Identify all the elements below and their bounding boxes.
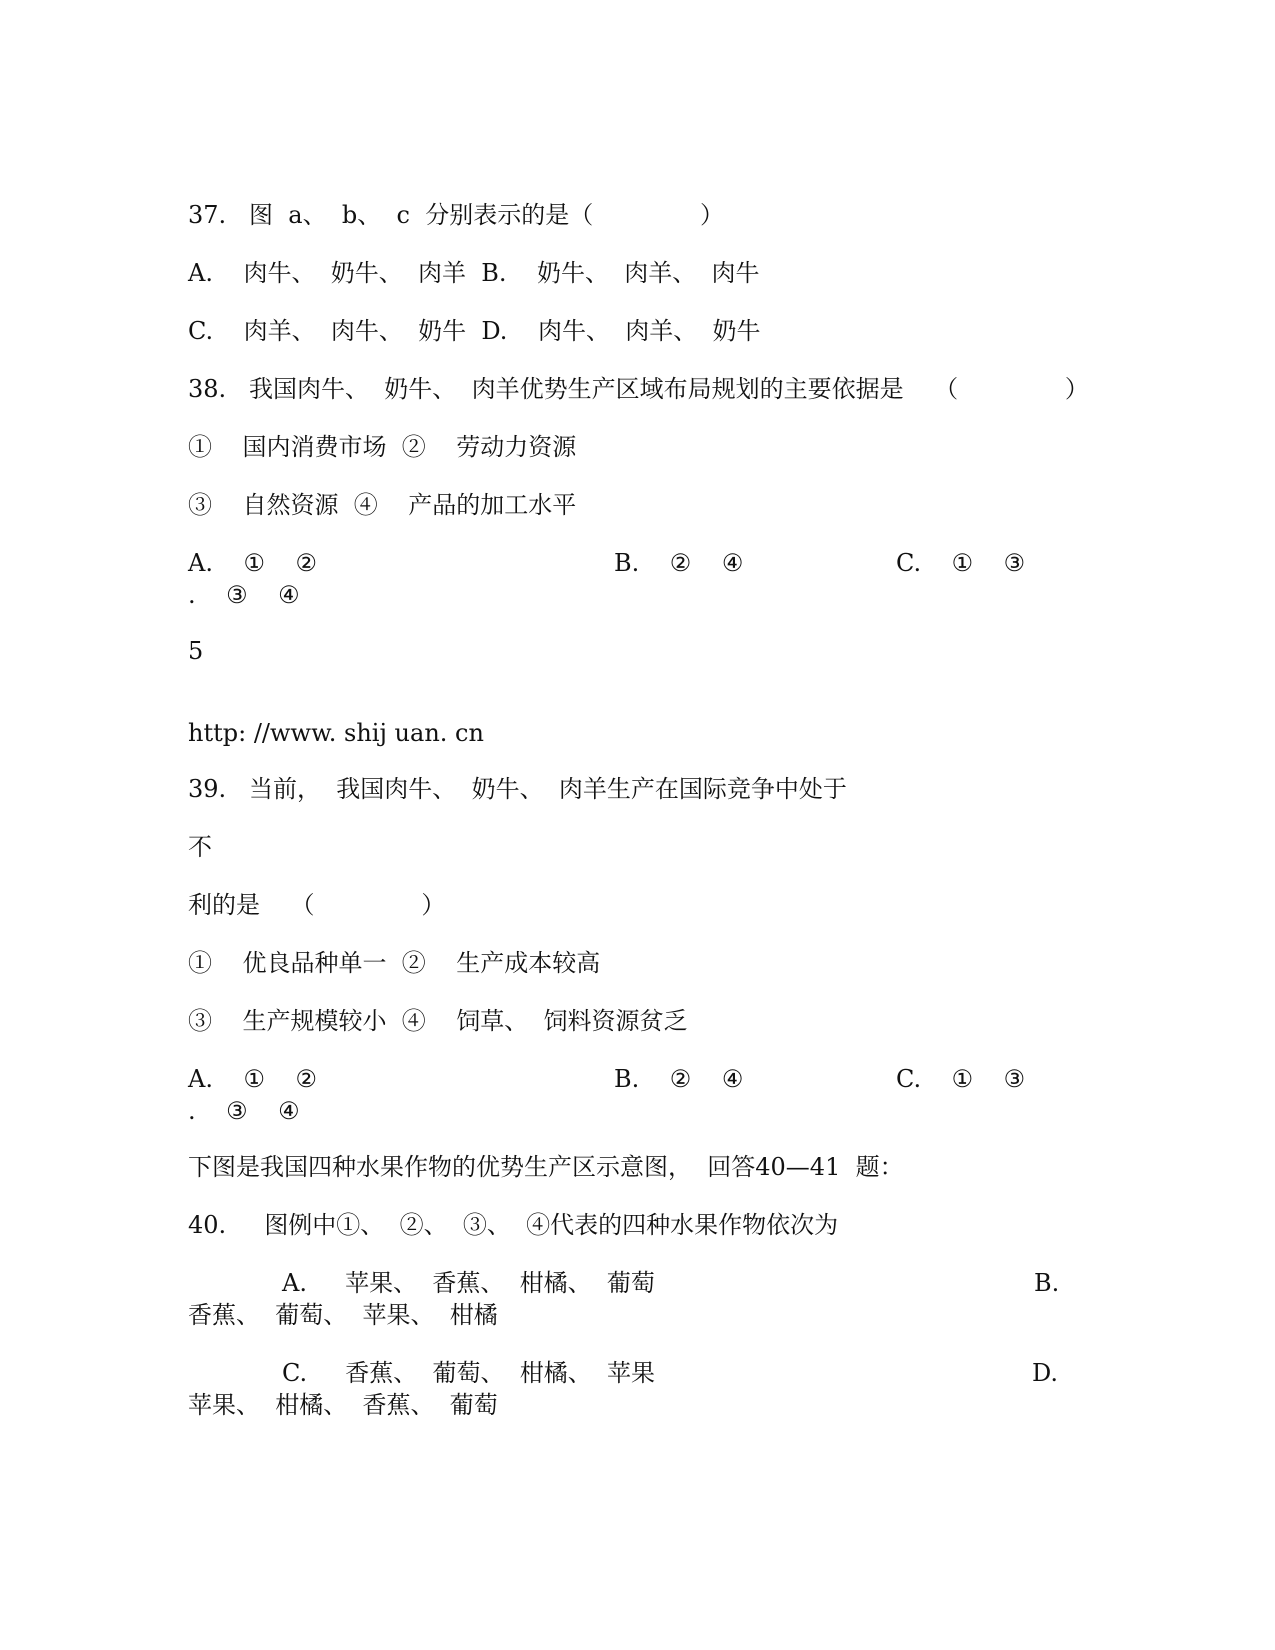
q39-option-c: C. ① ③ <box>896 1065 1026 1093</box>
q39-option-a: A. ① ② <box>188 1065 318 1093</box>
q38-items-1-2: ① 国内消费市场 ② 劳动力资源 <box>188 433 577 461</box>
page-number: 5 <box>188 637 204 665</box>
q39-items-3-4: ③ 生产规模较小 ④ 饲草、 饲料资源贫乏 <box>188 1007 688 1035</box>
q37-options-cd: C. 肉羊、 肉牛、 奶牛 D. 肉牛、 肉羊、 奶牛 <box>188 317 761 345</box>
q40-option-b-text: 香蕉、 葡萄、 苹果、 柑橘 <box>188 1301 498 1329</box>
q37-stem: 37. 图 a、 b、 c 分别表示的是（ ） <box>188 201 725 229</box>
q38-stem: 38. 我国肉牛、 奶牛、 肉羊优势生产区域布局规划的主要依据是 （ ） <box>188 375 1089 403</box>
q40-option-d-label: D. <box>1032 1359 1059 1387</box>
q39-option-d: . ③ ④ <box>188 1097 300 1125</box>
q38-option-a: A. ① ② <box>188 549 318 577</box>
q37-options-ab: A. 肉牛、 奶牛、 肉羊 B. 奶牛、 肉羊、 肉牛 <box>188 259 760 287</box>
q38-option-d: . ③ ④ <box>188 581 300 609</box>
q40-option-d-text: 苹果、 柑橘、 香蕉、 葡萄 <box>188 1391 498 1419</box>
q40-option-b-label: B. <box>1034 1269 1060 1297</box>
intro-q40-41: 下图是我国四种水果作物的优势生产区示意图， 回答40—41 题： <box>188 1153 904 1181</box>
q39-option-b: B. ② ④ <box>614 1065 744 1093</box>
q38-option-b: B. ② ④ <box>614 549 744 577</box>
q38-option-c: C. ① ③ <box>896 549 1026 577</box>
source-url: http: //www. shij uan. cn <box>188 719 484 747</box>
q39-stem-line2: 不 <box>188 833 212 861</box>
q40-stem: 40. 图例中①、 ②、 ③、 ④代表的四种水果作物依次为 <box>188 1211 839 1239</box>
q40-option-a: A. 苹果、 香蕉、 柑橘、 葡萄 <box>282 1269 655 1297</box>
q40-option-c: C. 香蕉、 葡萄、 柑橘、 苹果 <box>282 1359 656 1387</box>
q39-stem-line1: 39. 当前， 我国肉牛、 奶牛、 肉羊生产在国际竞争中处于 <box>188 775 847 803</box>
q38-items-3-4: ③ 自然资源 ④ 产品的加工水平 <box>188 491 577 519</box>
q39-stem-line3: 利的是 （ ） <box>188 891 446 919</box>
q39-items-1-2: ① 优良品种单一 ② 生产成本较高 <box>188 949 601 977</box>
